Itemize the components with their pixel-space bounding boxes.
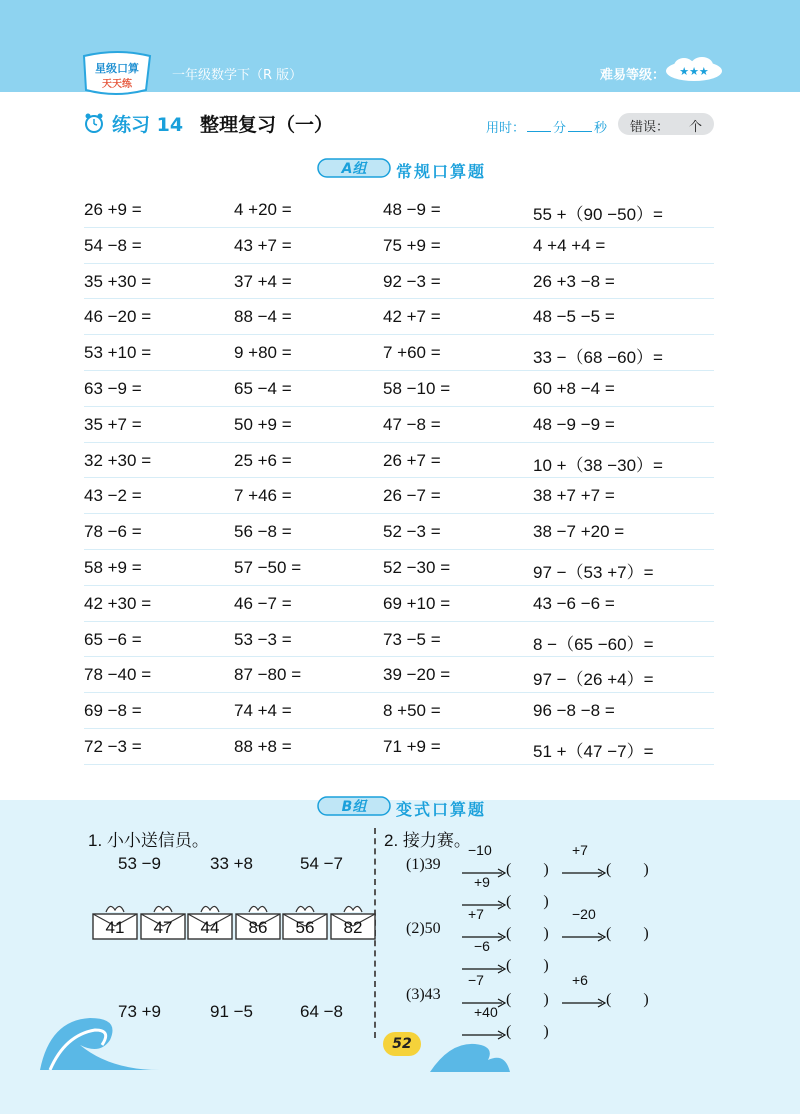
answer-blank[interactable]: ( ) (506, 1023, 549, 1040)
envelope-number: 86 (248, 918, 268, 937)
arrow-icon (562, 927, 606, 937)
envelope (92, 902, 138, 940)
operation-label: −20 (572, 906, 596, 922)
arithmetic-problem: 51 +（47 −7）= (533, 741, 654, 761)
answer-blank[interactable]: ( ) (506, 925, 549, 942)
answer-blank[interactable]: ( ) (506, 957, 549, 974)
arithmetic-problem: 46 −7 = (234, 593, 292, 613)
arithmetic-problem: 8 −（65 −60）= (533, 634, 654, 654)
problem-row (84, 335, 714, 371)
lesson-number: 练习 14 (112, 114, 184, 136)
arithmetic-problem: 10 +（38 −30）= (533, 455, 663, 475)
q1-problem: 73 +9 (118, 1002, 162, 1021)
difficulty-cloud-icon (664, 56, 724, 82)
arithmetic-problem: 88 −4 = (234, 307, 292, 327)
arrow-icon (562, 993, 606, 1003)
arithmetic-problem: 52 −30 = (383, 557, 451, 577)
arrow-icon (462, 863, 506, 873)
q1-problem: 54 −7 (300, 854, 344, 873)
error-unit: 个 (688, 120, 702, 135)
answer-blank[interactable]: ( ) (506, 991, 549, 1008)
group-a-title: 常规口算题 (396, 162, 487, 181)
answer-blank[interactable]: ( ) (506, 893, 549, 910)
arithmetic-problem: 26 +9 = (84, 200, 142, 219)
arithmetic-problem: 65 −6 = (84, 629, 142, 649)
envelope (235, 902, 281, 940)
arithmetic-problem: 69 −8 = (84, 701, 142, 721)
problem-row (84, 693, 714, 729)
arithmetic-problem: 57 −50 = (234, 557, 302, 577)
arithmetic-problem: 58 +9 = (84, 557, 142, 577)
problem-row (84, 586, 714, 622)
arithmetic-problem: 78 −40 = (84, 665, 152, 685)
chain-start: (3)43 (406, 986, 441, 1003)
group-b-badge-text: B组 (341, 799, 367, 815)
group-b-badge (316, 794, 392, 818)
arithmetic-problem: 4 +20 = (234, 200, 292, 219)
envelope (330, 902, 376, 940)
arithmetic-problem: 37 +4 = (234, 271, 292, 291)
q1-problem: 33 +8 (210, 854, 254, 873)
page-number: 52 (383, 1032, 421, 1056)
operation-label: +9 (474, 874, 490, 890)
envelope-number: 41 (105, 918, 125, 937)
arithmetic-problem: 69 +10 = (383, 593, 451, 613)
envelope (187, 902, 233, 940)
time-prefix: 用时： (486, 121, 526, 136)
arithmetic-problem: 8 +50 = (383, 701, 441, 721)
answer-blank[interactable]: ( ) (606, 925, 649, 942)
arithmetic-problem: 97 −（53 +7）= (533, 562, 654, 582)
q1-problem: 64 −8 (300, 1002, 344, 1021)
arithmetic-problem: 26 +3 −8 = (533, 271, 615, 291)
envelope-number: 44 (200, 918, 220, 937)
problem-row (84, 264, 714, 300)
arithmetic-problem: 63 −9 = (84, 378, 142, 398)
time-used (486, 117, 607, 136)
arithmetic-problem: 87 −80 = (234, 665, 302, 685)
arithmetic-problem: 26 +7 = (383, 450, 441, 470)
problem-row (84, 622, 714, 658)
arithmetic-problem: 7 +46 = (234, 486, 292, 506)
problem-row (84, 478, 714, 514)
wave-decoration-left (40, 1000, 160, 1070)
problem-row (84, 443, 714, 479)
arithmetic-problem: 33 −（68 −60）= (533, 348, 663, 368)
arithmetic-problem: 65 −4 = (234, 378, 292, 398)
seconds-blank[interactable] (568, 121, 592, 132)
arithmetic-problem: 32 +30 = (84, 450, 152, 470)
arithmetic-problem: 53 −3 = (234, 629, 292, 649)
arrow-icon (462, 895, 506, 905)
arithmetic-problem: 48 −9 = (383, 200, 441, 219)
lesson-title-row (80, 106, 720, 138)
arithmetic-problem: 42 +30 = (84, 593, 152, 613)
problem-row (84, 514, 714, 550)
arithmetic-problem: 43 −6 −6 = (533, 593, 615, 613)
arithmetic-problem: 9 +80 = (234, 343, 292, 363)
envelope-number: 56 (295, 918, 315, 937)
arithmetic-problem: 53 +10 = (84, 343, 152, 363)
arrow-icon (462, 959, 506, 969)
arithmetic-problem: 52 −3 = (383, 522, 441, 542)
group-a-header (316, 152, 536, 184)
problem-row (84, 371, 714, 407)
arithmetic-problem: 96 −8 −8 = (533, 701, 615, 721)
arithmetic-problem: 73 −5 = (383, 629, 441, 649)
problem-row (84, 550, 714, 586)
arrow-icon (462, 993, 506, 1003)
arithmetic-problem: 4 +4 +4 = (533, 235, 606, 255)
operation-label: −7 (468, 972, 484, 988)
arithmetic-problem: 38 −7 +20 = (533, 522, 625, 542)
alarm-clock-icon (84, 112, 104, 134)
operation-label: +7 (468, 906, 484, 922)
arithmetic-problem: 54 −8 = (84, 235, 142, 255)
group-b-header (316, 790, 536, 822)
envelope (140, 902, 186, 940)
arithmetic-problem: 25 +6 = (234, 450, 292, 470)
arithmetic-problem: 48 −9 −9 = (533, 414, 615, 434)
arithmetic-problem: 48 −5 −5 = (533, 307, 615, 327)
operation-label: +40 (474, 1004, 498, 1020)
question-1-title: 1. 小小送信员。 (88, 831, 209, 850)
problem-row (84, 228, 714, 264)
page-title: 整理复习（一） (200, 114, 334, 136)
arithmetic-problem: 71 +9 = (383, 736, 441, 756)
minutes-unit: 分 (553, 121, 567, 136)
arithmetic-problem: 7 +60 = (383, 343, 441, 363)
envelope (282, 902, 328, 940)
svg-text:星级口算: 星级口算 (95, 62, 139, 75)
svg-text:★★★: ★★★ (679, 65, 709, 78)
arithmetic-problem: 38 +7 +7 = (533, 486, 615, 506)
svg-text:天天练: 天天练 (102, 79, 132, 90)
arithmetic-problem: 75 +9 = (383, 235, 441, 255)
chain-start: (2)50 (406, 920, 441, 937)
error-label: 错误： (630, 120, 670, 135)
arithmetic-problem: 39 −20 = (383, 665, 451, 685)
arithmetic-problem: 78 −6 = (84, 522, 142, 542)
operation-label: −10 (468, 842, 492, 858)
problem-row (84, 192, 714, 228)
q1-problem: 91 −5 (210, 1002, 254, 1021)
arrow-icon (462, 927, 506, 937)
group-b-title: 变式口算题 (396, 800, 487, 819)
logo (78, 50, 156, 98)
arithmetic-problem: 43 −2 = (84, 486, 142, 506)
grade-label: 一年级数学下（R 版） (172, 68, 303, 83)
arithmetic-problem: 56 −8 = (234, 522, 292, 542)
wave-decoration-right (430, 1032, 510, 1072)
arithmetic-problem: 42 +7 = (383, 307, 441, 327)
arrow-icon (562, 863, 606, 873)
group-a-badge-text: A组 (341, 161, 367, 177)
arithmetic-problem: 60 +8 −4 = (533, 378, 615, 398)
envelope-number: 47 (153, 918, 173, 937)
problem-row (84, 407, 714, 443)
arithmetic-problem: 35 +30 = (84, 271, 152, 291)
answer-blank[interactable]: ( ) (606, 991, 649, 1008)
arithmetic-problem: 74 +4 = (234, 701, 292, 721)
arithmetic-problem: 46 −20 = (84, 307, 152, 327)
seconds-unit: 秒 (594, 121, 608, 136)
arithmetic-problem: 26 −7 = (383, 486, 441, 506)
minutes-blank[interactable] (527, 121, 551, 132)
chain-start: (1)39 (406, 856, 441, 873)
error-count-box (618, 113, 714, 135)
arithmetic-problem: 35 +7 = (84, 414, 142, 434)
envelope-number: 82 (343, 918, 363, 937)
problem-row (84, 729, 714, 765)
operation-label: +7 (572, 842, 588, 858)
arithmetic-problem: 50 +9 = (234, 414, 292, 434)
group-a-badge (316, 156, 392, 180)
arithmetic-problem: 55 +（90 −50）= (533, 205, 663, 224)
arithmetic-problem: 88 +8 = (234, 736, 292, 756)
question-2-title: 2. 接力赛。 (384, 831, 471, 850)
group-a-problems (84, 192, 714, 765)
q1-problem: 53 −9 (118, 854, 162, 873)
operation-label: −6 (474, 938, 490, 954)
arithmetic-problem: 97 −（26 +4）= (533, 670, 654, 690)
difficulty-label: 难易等级： (600, 68, 666, 83)
arithmetic-problem: 43 +7 = (234, 235, 292, 255)
problem-row (84, 657, 714, 693)
problem-row (84, 299, 714, 335)
answer-blank[interactable]: ( ) (506, 861, 549, 878)
arithmetic-problem: 58 −10 = (383, 378, 451, 398)
arithmetic-problem: 92 −3 = (383, 271, 441, 291)
arithmetic-problem: 47 −8 = (383, 414, 441, 434)
operation-label: +6 (572, 972, 588, 988)
arithmetic-problem: 72 −3 = (84, 736, 142, 756)
answer-blank[interactable]: ( ) (606, 861, 649, 878)
